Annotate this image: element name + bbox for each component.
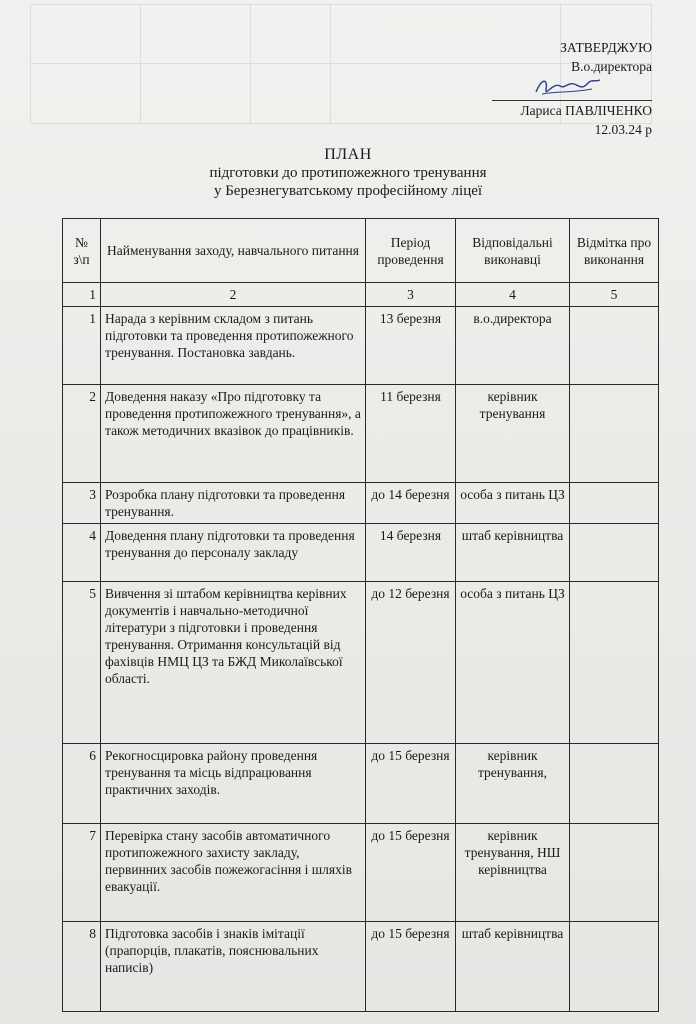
table-row bbox=[63, 524, 659, 582]
row-responsible: особа з питань ЦЗ bbox=[456, 483, 570, 524]
row-responsible: штаб керівництва bbox=[456, 524, 570, 582]
row-number: 6 bbox=[63, 744, 101, 824]
row-mark bbox=[570, 922, 659, 1012]
header-period: Період проведення bbox=[366, 219, 456, 283]
approve-label: ЗАТВЕРДЖУЮ bbox=[560, 40, 652, 55]
table-row bbox=[63, 307, 659, 385]
row-responsible: в.о.директора bbox=[456, 307, 570, 385]
row-responsible: особа з питань ЦЗ bbox=[456, 582, 570, 744]
row-number: 3 bbox=[63, 483, 101, 524]
table-row bbox=[63, 385, 659, 483]
row-number: 5 bbox=[63, 582, 101, 744]
row-activity: Розробка плану підготовки та проведення тренування. bbox=[101, 483, 366, 524]
approval-block bbox=[452, 38, 652, 139]
row-activity: Нарада з керівним складом з питань підготовки та проведення протипожежного тренування. Постановка завдань. bbox=[101, 307, 366, 385]
column-number-row bbox=[63, 283, 659, 307]
row-mark bbox=[570, 307, 659, 385]
header-name: Найменування заходу, навчального питання bbox=[101, 219, 366, 283]
signature bbox=[532, 74, 602, 98]
table-row bbox=[63, 582, 659, 744]
col-number: 3 bbox=[366, 283, 456, 307]
plan-table bbox=[62, 218, 659, 1012]
row-mark bbox=[570, 483, 659, 524]
col-number: 4 bbox=[456, 283, 570, 307]
row-responsible: штаб керівництва bbox=[456, 922, 570, 1012]
row-period: 11 березня bbox=[366, 385, 456, 483]
col-number: 2 bbox=[101, 283, 366, 307]
document-title bbox=[0, 146, 696, 200]
row-activity: Вивчення зі штабом керівництва керівних документів і навчально-методичної літератури з підготовки і проведення тренування. Отримання консультацій від фахівців НМЦ ЦЗ та БЖД Миколаївської області. bbox=[101, 582, 366, 744]
row-mark bbox=[570, 824, 659, 922]
approval-date: 12.03.24 р bbox=[594, 122, 652, 137]
table-row bbox=[63, 824, 659, 922]
header-mark: Відмітка про виконання bbox=[570, 219, 659, 283]
header-responsible: Відповідальні виконавці bbox=[456, 219, 570, 283]
row-number: 7 bbox=[63, 824, 101, 922]
table-row bbox=[63, 922, 659, 1012]
row-activity: Рекогносцировка району проведення тренування та місць відпрацювання практичних заходів. bbox=[101, 744, 366, 824]
table-row bbox=[63, 744, 659, 824]
row-period: до 14 березня bbox=[366, 483, 456, 524]
row-responsible: керівник тренування, НШ керівництва bbox=[456, 824, 570, 922]
row-activity: Доведення наказу «Про підготовку та проведення протипожежного тренування», а також методичних вказівок до працівників. bbox=[101, 385, 366, 483]
signature-line bbox=[492, 76, 652, 101]
title-line2: у Березнегуватському професійному ліцеї bbox=[213, 183, 483, 199]
row-mark bbox=[570, 524, 659, 582]
row-activity: Підготовка засобів і знаків імітації (прапорців, плакатів, пояснювальних написів) bbox=[101, 922, 366, 1012]
row-period: до 15 березня bbox=[366, 744, 456, 824]
row-period: до 15 березня bbox=[366, 922, 456, 1012]
title-heading: ПЛАН bbox=[324, 146, 372, 163]
col-number: 1 bbox=[63, 283, 101, 307]
row-period: до 15 березня bbox=[366, 824, 456, 922]
col-number: 5 bbox=[570, 283, 659, 307]
row-number: 8 bbox=[63, 922, 101, 1012]
table-row bbox=[63, 483, 659, 524]
row-number: 4 bbox=[63, 524, 101, 582]
row-period: 14 березня bbox=[366, 524, 456, 582]
row-responsible: керівник тренування, bbox=[456, 744, 570, 824]
row-mark bbox=[570, 582, 659, 744]
row-activity: Доведення плану підготовки та проведення тренування до персоналу закладу bbox=[101, 524, 366, 582]
row-period: 13 березня bbox=[366, 307, 456, 385]
row-responsible: керівник тренування bbox=[456, 385, 570, 483]
row-number: 1 bbox=[63, 307, 101, 385]
approver-name: Лариса ПАВЛІЧЕНКО bbox=[520, 103, 652, 118]
row-period: до 12 березня bbox=[366, 582, 456, 744]
header-num: № з\п bbox=[63, 219, 101, 283]
row-activity: Перевірка стану засобів автоматичного протипожежного захисту закладу, первинних засобів пожежогасіння і шляхів евакуації. bbox=[101, 824, 366, 922]
row-mark bbox=[570, 385, 659, 483]
row-mark bbox=[570, 744, 659, 824]
title-line1: підготовки до протипожежного тренування bbox=[209, 165, 487, 181]
approver-position: В.о.директора bbox=[571, 59, 652, 74]
row-number: 2 bbox=[63, 385, 101, 483]
header-row bbox=[63, 219, 659, 283]
